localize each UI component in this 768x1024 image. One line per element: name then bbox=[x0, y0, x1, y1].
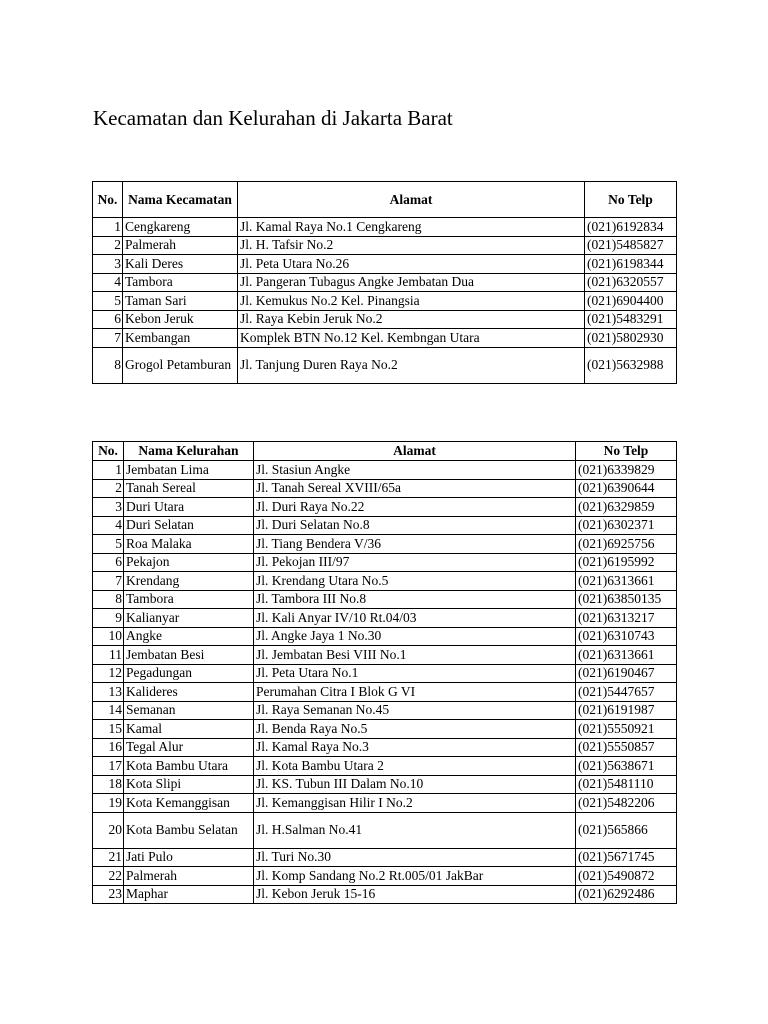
table-row bbox=[93, 590, 677, 609]
row-phone: (021)5483291 bbox=[585, 310, 677, 329]
header-alamat: Alamat bbox=[254, 442, 576, 461]
row-phone: (021)5671745 bbox=[576, 848, 677, 867]
row-name: Duri Selatan bbox=[124, 516, 254, 535]
row-phone: (021)5550857 bbox=[576, 738, 677, 757]
row-name: Kota Bambu Selatan bbox=[124, 812, 254, 848]
row-number: 8 bbox=[93, 590, 124, 609]
row-number: 4 bbox=[93, 516, 124, 535]
row-number: 18 bbox=[93, 775, 124, 794]
row-phone: (021)5550921 bbox=[576, 720, 677, 739]
row-phone: (021)6190467 bbox=[576, 664, 677, 683]
row-address: Jl. Krendang Utara No.5 bbox=[254, 572, 576, 591]
row-name: Kota Slipi bbox=[124, 775, 254, 794]
header-alamat: Alamat bbox=[238, 182, 585, 218]
row-number: 14 bbox=[93, 701, 124, 720]
table-row bbox=[93, 701, 677, 720]
row-name: Kebon Jeruk bbox=[123, 310, 238, 329]
row-address: Jl. Kamal Raya No.3 bbox=[254, 738, 576, 757]
row-name: Grogol Petamburan bbox=[123, 347, 238, 383]
table-row bbox=[93, 347, 677, 383]
row-number: 19 bbox=[93, 794, 124, 813]
table-row bbox=[93, 572, 677, 591]
row-number: 20 bbox=[93, 812, 124, 848]
row-address: Jl. Tanah Sereal XVIII/65a bbox=[254, 479, 576, 498]
row-phone: (021)5490872 bbox=[576, 867, 677, 886]
row-number: 16 bbox=[93, 738, 124, 757]
row-phone: (021)6320557 bbox=[585, 273, 677, 292]
row-phone: (021)63850135 bbox=[576, 590, 677, 609]
row-name: Roa Malaka bbox=[124, 535, 254, 554]
row-phone: (021)6390644 bbox=[576, 479, 677, 498]
table-row bbox=[93, 683, 677, 702]
table-row bbox=[93, 255, 677, 274]
row-name: Cengkareng bbox=[123, 218, 238, 237]
row-address: Jl. Turi No.30 bbox=[254, 848, 576, 867]
row-name: Kamal bbox=[124, 720, 254, 739]
table-row bbox=[93, 812, 677, 848]
table-row bbox=[93, 775, 677, 794]
row-number: 7 bbox=[93, 572, 124, 591]
row-address: Jl. Jembatan Besi VIII No.1 bbox=[254, 646, 576, 665]
table-row bbox=[93, 273, 677, 292]
row-address: Jl. Kemanggisan Hilir I No.2 bbox=[254, 794, 576, 813]
table-row bbox=[93, 516, 677, 535]
table-row bbox=[93, 609, 677, 628]
row-name: Kota Kemanggisan bbox=[124, 794, 254, 813]
row-phone: (021)6313661 bbox=[576, 646, 677, 665]
row-name: Taman Sari bbox=[123, 292, 238, 311]
row-address: Jl. Raya Kebin Jeruk No.2 bbox=[238, 310, 585, 329]
row-phone: (021)5632988 bbox=[585, 347, 677, 383]
row-address: Jl. Benda Raya No.5 bbox=[254, 720, 576, 739]
row-name: Semanan bbox=[124, 701, 254, 720]
table-row bbox=[93, 738, 677, 757]
row-address: Komplek BTN No.12 Kel. Kembngan Utara bbox=[238, 329, 585, 348]
row-address: Jl. Angke Jaya 1 No.30 bbox=[254, 627, 576, 646]
row-phone: (021)5485827 bbox=[585, 236, 677, 255]
row-number: 3 bbox=[93, 255, 123, 274]
row-name: Jembatan Besi bbox=[124, 646, 254, 665]
row-address: Jl. Kota Bambu Utara 2 bbox=[254, 757, 576, 776]
row-number: 2 bbox=[93, 236, 123, 255]
row-number: 15 bbox=[93, 720, 124, 739]
row-phone: (021)6292486 bbox=[576, 885, 677, 904]
header-nama-kelurahan: Nama Kelurahan bbox=[124, 442, 254, 461]
row-name: Kalianyar bbox=[124, 609, 254, 628]
row-address: Jl. Kali Anyar IV/10 Rt.04/03 bbox=[254, 609, 576, 628]
row-phone: (021)5482206 bbox=[576, 794, 677, 813]
row-address: Jl. Pangeran Tubagus Angke Jembatan Dua bbox=[238, 273, 585, 292]
row-name: Pegadungan bbox=[124, 664, 254, 683]
kecamatan-header-row bbox=[93, 182, 677, 218]
row-address: Jl. Tanjung Duren Raya No.2 bbox=[238, 347, 585, 383]
row-name: Duri Utara bbox=[124, 498, 254, 517]
row-number: 6 bbox=[93, 553, 124, 572]
row-address: Jl. H. Tafsir No.2 bbox=[238, 236, 585, 255]
row-address: Jl. KS. Tubun III Dalam No.10 bbox=[254, 775, 576, 794]
table-row bbox=[93, 664, 677, 683]
row-name: Maphar bbox=[124, 885, 254, 904]
row-phone: (021)6339829 bbox=[576, 461, 677, 480]
row-phone: (021)6310743 bbox=[576, 627, 677, 646]
kelurahan-header-row bbox=[93, 442, 677, 461]
header-no-telp: No Telp bbox=[576, 442, 677, 461]
row-number: 21 bbox=[93, 848, 124, 867]
kelurahan-body bbox=[93, 461, 677, 904]
row-name: Kota Bambu Utara bbox=[124, 757, 254, 776]
row-name: Tegal Alur bbox=[124, 738, 254, 757]
table-row bbox=[93, 885, 677, 904]
header-no: No. bbox=[93, 182, 123, 218]
row-name: Palmerah bbox=[123, 236, 238, 255]
row-number: 1 bbox=[93, 218, 123, 237]
row-phone: (021)6302371 bbox=[576, 516, 677, 535]
row-phone: (021)6329859 bbox=[576, 498, 677, 517]
table-row bbox=[93, 535, 677, 554]
row-phone: (021)6313217 bbox=[576, 609, 677, 628]
kecamatan-table bbox=[92, 181, 677, 384]
row-number: 6 bbox=[93, 310, 123, 329]
table-row bbox=[93, 310, 677, 329]
table-row bbox=[93, 720, 677, 739]
row-name: Krendang bbox=[124, 572, 254, 591]
row-number: 2 bbox=[93, 479, 124, 498]
row-address: Jl. Kebon Jeruk 15-16 bbox=[254, 885, 576, 904]
row-number: 4 bbox=[93, 273, 123, 292]
row-address: Jl. Peta Utara No.26 bbox=[238, 255, 585, 274]
row-address: Jl. Pekojan III/97 bbox=[254, 553, 576, 572]
table-row bbox=[93, 627, 677, 646]
row-address: Jl. Duri Selatan No.8 bbox=[254, 516, 576, 535]
row-address: Jl. Kemukus No.2 Kel. Pinangsia bbox=[238, 292, 585, 311]
row-phone: (021)5802930 bbox=[585, 329, 677, 348]
row-name: Angke bbox=[124, 627, 254, 646]
row-address: Jl. Raya Semanan No.45 bbox=[254, 701, 576, 720]
row-name: Kembangan bbox=[123, 329, 238, 348]
table-row bbox=[93, 553, 677, 572]
row-address: Perumahan Citra I Blok G VI bbox=[254, 683, 576, 702]
row-phone: (021)5638671 bbox=[576, 757, 677, 776]
row-name: Tanah Sereal bbox=[124, 479, 254, 498]
row-number: 11 bbox=[93, 646, 124, 665]
header-nama-kecamatan: Nama Kecamatan bbox=[123, 182, 238, 218]
row-phone: (021)6198344 bbox=[585, 255, 677, 274]
row-phone: (021)6191987 bbox=[576, 701, 677, 720]
row-number: 23 bbox=[93, 885, 124, 904]
row-address: Jl. Tiang Bendera V/36 bbox=[254, 535, 576, 554]
table-row bbox=[93, 329, 677, 348]
row-number: 10 bbox=[93, 627, 124, 646]
table-row bbox=[93, 236, 677, 255]
row-phone: (021)6192834 bbox=[585, 218, 677, 237]
row-phone: (021)5481110 bbox=[576, 775, 677, 794]
row-name: Tambora bbox=[124, 590, 254, 609]
table-row bbox=[93, 848, 677, 867]
row-address: Jl. H.Salman No.41 bbox=[254, 812, 576, 848]
header-no-telp: No Telp bbox=[585, 182, 677, 218]
row-phone: (021)565866 bbox=[576, 812, 677, 848]
header-no: No. bbox=[93, 442, 124, 461]
row-number: 1 bbox=[93, 461, 124, 480]
row-number: 5 bbox=[93, 535, 124, 554]
row-name: Pekajon bbox=[124, 553, 254, 572]
table-row bbox=[93, 794, 677, 813]
table-row bbox=[93, 646, 677, 665]
kelurahan-table bbox=[92, 441, 677, 904]
row-address: Jl. Duri Raya No.22 bbox=[254, 498, 576, 517]
row-phone: (021)6195992 bbox=[576, 553, 677, 572]
table-row bbox=[93, 498, 677, 517]
row-address: Jl. Kamal Raya No.1 Cengkareng bbox=[238, 218, 585, 237]
page-title: Kecamatan dan Kelurahan di Jakarta Barat bbox=[93, 106, 453, 130]
table-row bbox=[93, 867, 677, 886]
table-row bbox=[93, 461, 677, 480]
kecamatan-body bbox=[93, 218, 677, 384]
table-row bbox=[93, 218, 677, 237]
row-number: 17 bbox=[93, 757, 124, 776]
row-address: Jl. Peta Utara No.1 bbox=[254, 664, 576, 683]
row-name: Jati Pulo bbox=[124, 848, 254, 867]
row-number: 22 bbox=[93, 867, 124, 886]
row-number: 8 bbox=[93, 347, 123, 383]
row-number: 12 bbox=[93, 664, 124, 683]
row-number: 9 bbox=[93, 609, 124, 628]
row-number: 5 bbox=[93, 292, 123, 311]
row-name: Kali Deres bbox=[123, 255, 238, 274]
table-row bbox=[93, 479, 677, 498]
row-name: Palmerah bbox=[124, 867, 254, 886]
row-address: Jl. Tambora III No.8 bbox=[254, 590, 576, 609]
table-row bbox=[93, 757, 677, 776]
row-phone: (021)6925756 bbox=[576, 535, 677, 554]
row-address: Jl. Stasiun Angke bbox=[254, 461, 576, 480]
row-phone: (021)6313661 bbox=[576, 572, 677, 591]
row-number: 7 bbox=[93, 329, 123, 348]
row-number: 3 bbox=[93, 498, 124, 517]
table-row bbox=[93, 292, 677, 311]
row-phone: (021)5447657 bbox=[576, 683, 677, 702]
row-name: Kalideres bbox=[124, 683, 254, 702]
row-address: Jl. Komp Sandang No.2 Rt.005/01 JakBar bbox=[254, 867, 576, 886]
row-number: 13 bbox=[93, 683, 124, 702]
row-name: Jembatan Lima bbox=[124, 461, 254, 480]
row-name: Tambora bbox=[123, 273, 238, 292]
row-phone: (021)6904400 bbox=[585, 292, 677, 311]
